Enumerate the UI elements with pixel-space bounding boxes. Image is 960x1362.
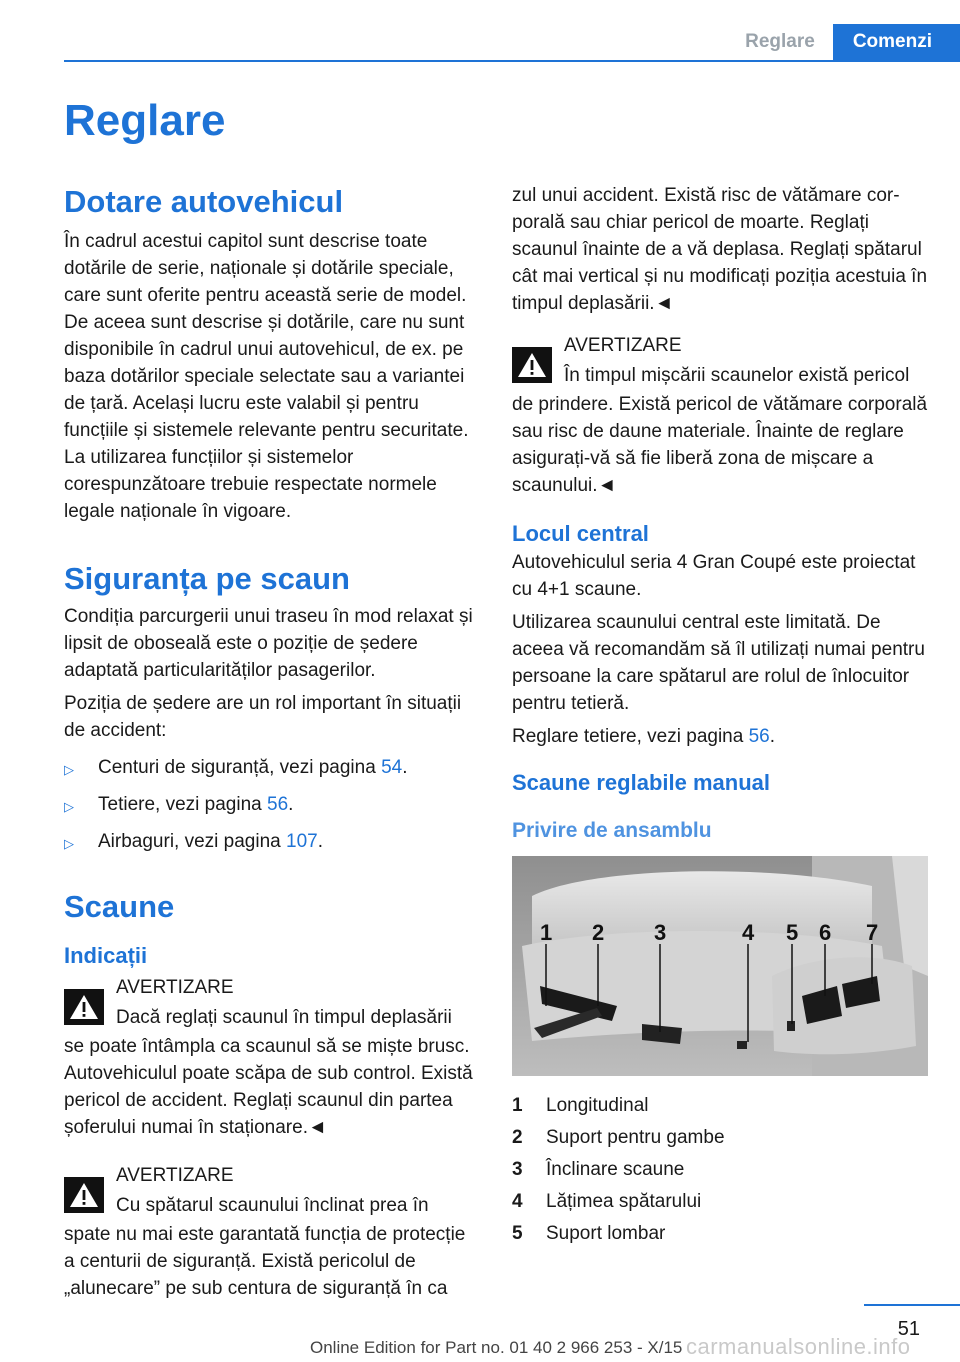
edition-footer: Online Edition for Part no. 01 40 2 966 253 - X/15 (310, 1338, 683, 1357)
legend-item: 2 Suport pentru gambe (512, 1127, 725, 1148)
header-tabs (727, 24, 960, 60)
warning-block-2 (64, 1161, 480, 1302)
list-item: ▷ Airbaguri, vezi pagina 107. (64, 826, 480, 857)
warning-first-line: Dacă reglați scaunul în timpul deplasării (116, 1007, 452, 1028)
list-item: ▷ Centuri de siguranță, vezi pagina 54. (64, 752, 480, 783)
siguranta-heading: Siguranța pe scaun (64, 561, 350, 596)
continued-warning-text: zul unui accident. Există risc de vătămare corporală sau chiar pericol de moarte. Reglați scaunul înainte de a vă deplasa. Reglați spătarul cât mai vertical și nu modificați poziția acestuia în timpul deplasării.◄ (512, 185, 928, 314)
page-link-107[interactable]: 107 (286, 831, 318, 852)
legend-item: 1 Longitudinal (512, 1095, 649, 1116)
figure-label-7: 7 (866, 920, 879, 945)
scaune-heading: Scaune (64, 889, 175, 924)
page-number: 51 (897, 1318, 920, 1340)
warning-title: AVERTIZARE (564, 335, 682, 356)
warning-text: se poate întâmpla ca scaunul să se miște brusc. Autovehiculul poate scăpa de sub control. Există pericol de accident. Reglați scaunul din partea șoferului numai în staționare.◄ (64, 1036, 473, 1138)
legend-item: 3 Înclinare scaune (512, 1159, 685, 1180)
legend-item: 4 Lățimea spătarului (512, 1191, 702, 1212)
seat-legend (512, 1090, 928, 1250)
page-link-56[interactable]: 56 (267, 794, 289, 815)
locul-p2: Utilizarea scaunului central este limitată. De aceea vă recomandăm să îl utilizați numai pentru persoane la care spătarul are rolul de înlocuitor pentru tetieră. (512, 612, 925, 714)
tab-chapter[interactable]: Comenzi (833, 24, 960, 60)
locul-central-heading: Locul central (512, 521, 649, 546)
locul-p1: Autovehiculul seria 4 Gran Coupé este proiectat cu 4+1 scaune. (512, 552, 916, 600)
list-item-text: Centuri de siguranță, vezi pagina (98, 757, 382, 778)
dotare-text: În cadrul acestui capitol sunt descrise toate dotările de serie, naționale și dotările speciale, care sunt oferite pentru această serie de model. De aceea sunt descrise și dotările, care nu sunt disponibile în cadrul unui autovehicul, de ex. pe baza dotărilor speciale selectate sau a variantei de țară. Același lucru este valabil și pentru funcțiile și sistemele relevante pentru securitate. La utilizarea funcțiilor și sistemelor corespunzătoare trebuie respectate normele legale naționale în vigoare. (64, 231, 469, 522)
privire-heading: Privire de ansamblu (512, 819, 712, 842)
warning-title: AVERTIZARE (116, 1165, 234, 1186)
list-item-text: Tetiere, vezi pagina (98, 794, 267, 815)
warning-title: AVERTIZARE (116, 977, 234, 998)
dotare-heading: Dotare autovehicul (64, 184, 344, 219)
watermark: carmanualsonline.info (686, 1334, 911, 1359)
header-divider (64, 60, 960, 62)
page-link-56[interactable]: 56 (748, 726, 770, 747)
warning-triangle-icon (64, 1177, 104, 1213)
page-title: Reglare (64, 96, 226, 145)
warning-triangle-icon (64, 989, 104, 1025)
figure-label-3: 3 (654, 920, 667, 945)
page-link-54[interactable]: 54 (381, 757, 403, 778)
siguranta-p2: Poziția de ședere are un rol important în situații de accident: (64, 693, 462, 741)
tab-section[interactable]: Reglare (745, 31, 815, 52)
list-item-text: Airbaguri, vezi pagina (98, 831, 286, 852)
triangle-bullet-icon: ▷ (64, 799, 74, 814)
warning-first-line: În timpul mișcării scaunelor există pericol (564, 365, 910, 386)
figure-label-5: 5 (786, 920, 799, 945)
left-column (64, 182, 480, 1322)
indicatii-heading: Indicații (64, 943, 148, 968)
warning-block-1 (64, 973, 480, 1141)
warning-triangle-icon (512, 347, 552, 383)
warning-text: spate nu mai este garantată funcția de protecție a centurii de siguranță. Există pericolul de „alunecare” pe sub centura de siguranță în ca (64, 1224, 466, 1299)
seat-controls-photo (512, 856, 928, 1076)
figure-label-6: 6 (819, 920, 832, 945)
footer-divider (864, 1304, 960, 1306)
tetiere-ref: Reglare tetiere, vezi pagina 56. (512, 726, 776, 747)
legend-item: 5 Suport lombar (512, 1223, 666, 1244)
right-column (512, 182, 928, 1250)
figure-label-1: 1 (540, 920, 553, 945)
safety-list (64, 752, 480, 857)
siguranta-p1: Condiția parcurgerii unui traseu în mod relaxat și lipsit de oboseală este o poziție de ședere adaptată particularităților pasagerilor. (64, 606, 473, 681)
triangle-bullet-icon: ▷ (64, 836, 74, 851)
warning-first-line: Cu spătarul scaunului înclinat prea în (116, 1195, 429, 1216)
warning-text: de prindere. Există pericol de vătămare corporală sau risc de daune materiale. Înainte de reglare asigurați-vă să fie liberă zona de mișcare a scaunului.◄ (512, 394, 928, 496)
seat-illustration (512, 856, 928, 1076)
list-item: ▷ Tetiere, vezi pagina 56. (64, 789, 480, 820)
figure-label-2: 2 (592, 920, 605, 945)
warning-block-3 (512, 331, 928, 499)
scaune-reglabile-heading: Scaune reglabile manual (512, 770, 770, 795)
triangle-bullet-icon: ▷ (64, 762, 74, 777)
figure-label-4: 4 (742, 920, 755, 945)
